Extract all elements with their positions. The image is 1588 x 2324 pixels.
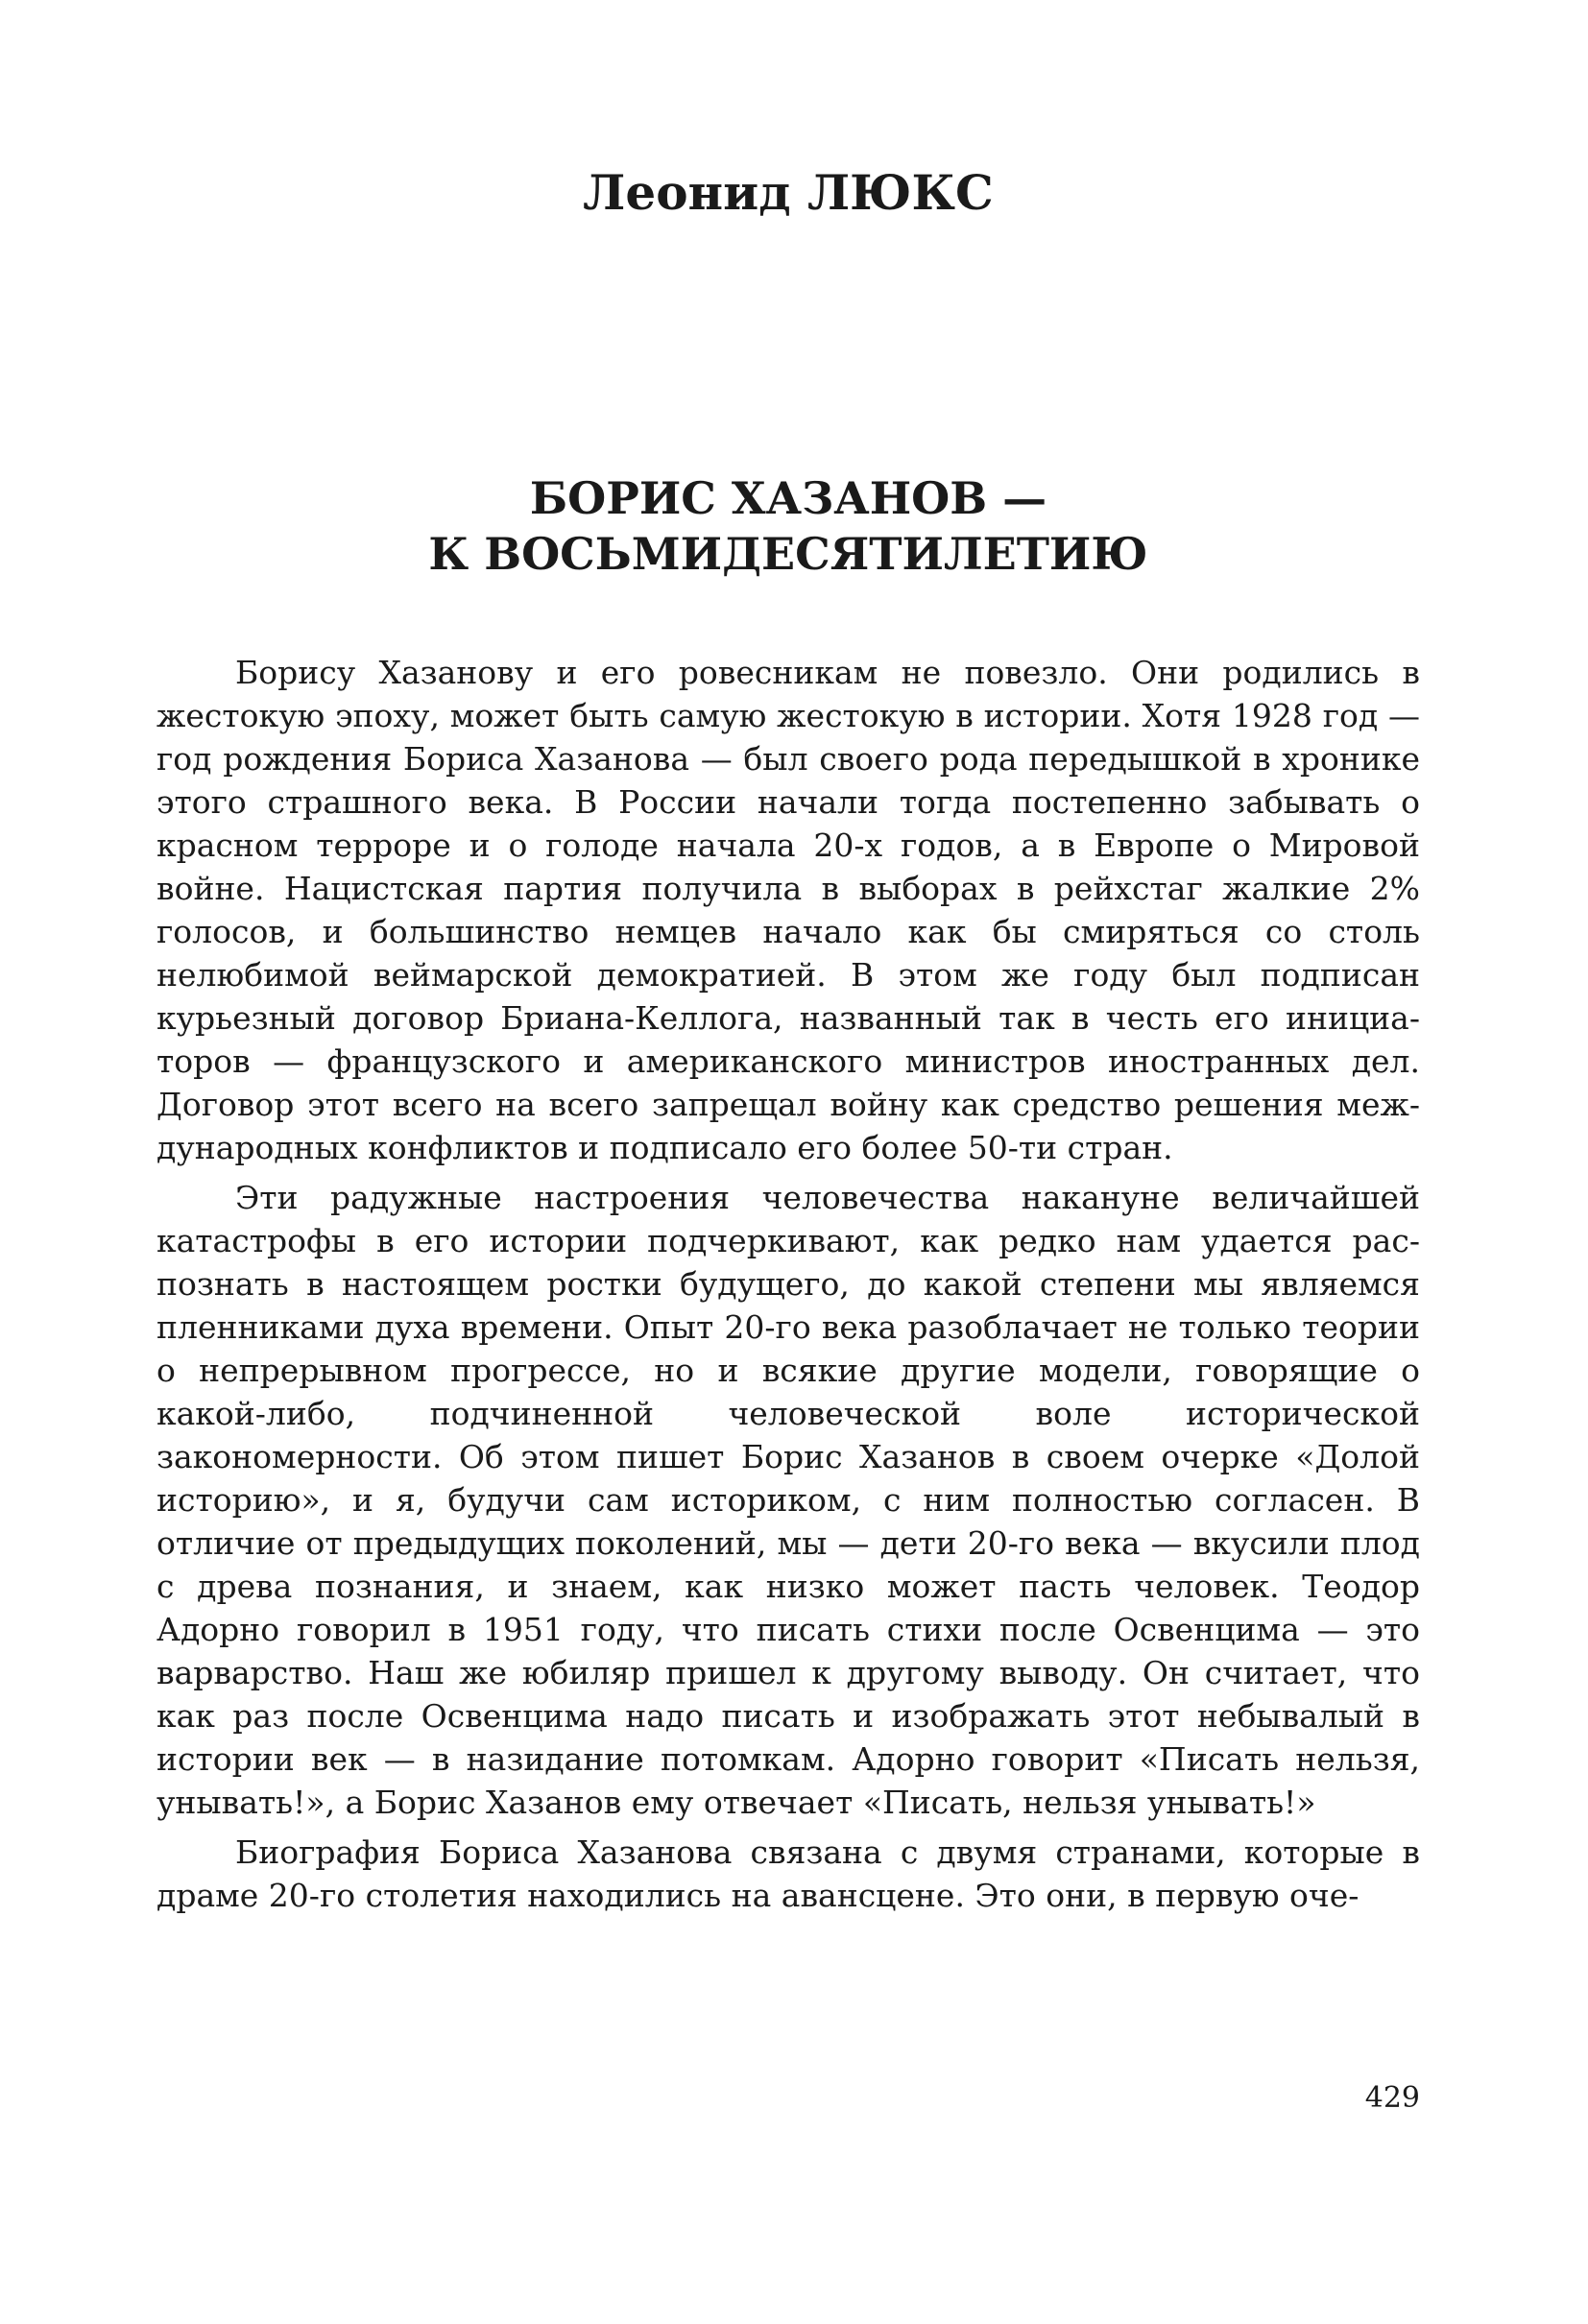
article-title-line-1: БОРИС ХАЗАНОВ —: [529, 472, 1047, 524]
page-number: 429: [1364, 2081, 1420, 2115]
article-body: [156, 651, 1420, 1924]
book-page: [156, 0, 1420, 2324]
paragraph-3: Биография Бориса Хазанова связана с двумя странами, которые в драме 20-го столетия находились на авансцене. Это они, в первую оче-: [156, 1833, 1420, 1914]
article-title: [156, 470, 1420, 582]
author-name: Леонид ЛЮКС: [583, 164, 994, 221]
article-title-line-2: К ВОСЬМИДЕСЯТИЛЕТИЮ: [428, 528, 1148, 580]
paragraph-2: Эти радужные настроения человечества накануне величайшей катастрофы в его истории подчеркивают, как редко нам удается распознать в настоящем ростки будущего, до какой степени мы являемся пленниками духа времени. Опыт 20-го века разоблачает не только теории о непрерывном прогрессе, но и всякие другие модели, говорящие о какой-либо, подчиненной человеческой воле исторической закономерности. Об этом пишет Борис Хазанов в своем очерке «Долой историю», и я, будучи сам историком, с ним полностью согласен. В отличие от предыдущих поколений, мы — дети 20-го века — вкусили плод с древа познания, и знаем, как низко может пасть человек. Теодор Адорно говорил в 1951 году, что писать стихи после Освенцима — это варварство. Наш же юбиляр пришел к другому выводу. Он считает, что как раз после Освенцима надо писать и изображать этот небывалый в истории век — в назидание потомкам. Адорно говорит «Писать нельзя, унывать!», а Борис Хазанов ему отвечает «Писать, нельзя унывать!»: [156, 1179, 1420, 1821]
paragraph-1: Борису Хазанову и его ровесникам не повезло. Они родились в жестокую эпоху, может быть самую жестокую в истории. Хотя 1928 год — год рождения Бориса Хазанова — был своего рода передышкой в хронике этого страшного века. В России начали тогда постепенно забывать о красном терроре и о голоде начала 20-х годов, а в Европе о Мировой войне. Нацистская партия получила в выборах в рейхстаг жалкие 2% голосов, и большинство немцев начало как бы смиряться со столь нелюбимой веймарской демократией. В этом же году был подписан курьезный договор Бриана-Келлога, названный так в честь его инициаторов — французского и американского министров иностранных дел. Договор этот всего на всего запрещал войну как средство решения международных конфликтов и подписало его более 50-ти стран.: [156, 654, 1420, 1166]
